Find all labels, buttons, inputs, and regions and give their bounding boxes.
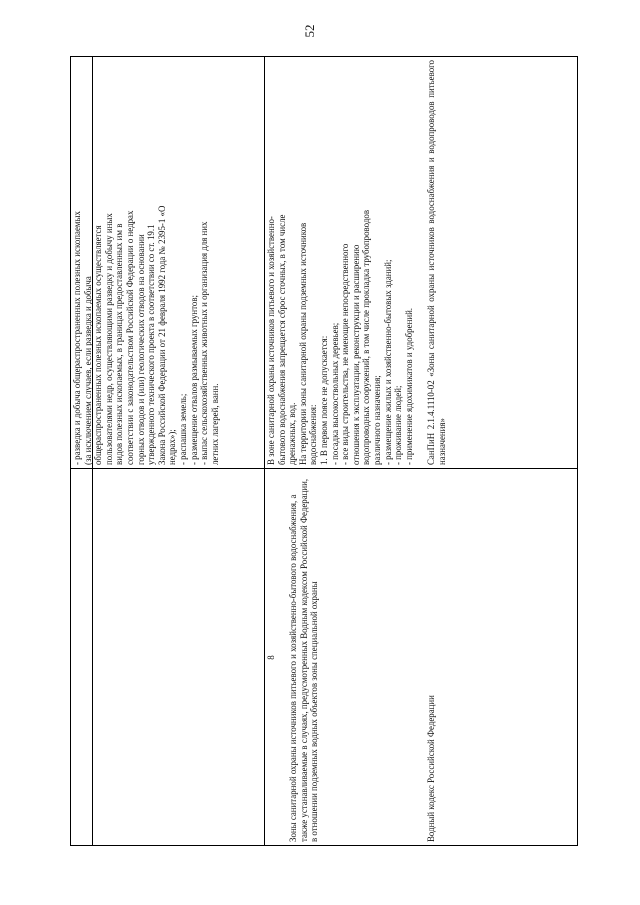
text-line: - размещение отвалов размываемых грунтов; (188, 294, 199, 465)
text-line: водопроводных сооружений, в том числе прокладка трубопроводов (361, 209, 372, 465)
text-line: - выпас сельскохозяйственных животных и организация для них (199, 221, 210, 465)
zone-name-cell: Зоны санитарной охраны источников питьевого и хозяйственно-бытового водоснабжения, а также устанавливаемые в случаях, предусмотренных Водным кодексом Российской Федерации, в отношении подземных водных объектов зоны специальной охраны (288, 478, 320, 842)
text-line: - все виды строительства, не имеющие непосредственного (340, 243, 351, 465)
text-line: общераспространенных полезных ископаемых осуществляется (93, 225, 104, 465)
text-line: горных отводов и (или) геологических отводов на основании (135, 234, 146, 465)
text-line: - разведка и добыча общераспространенных полезных ископаемых (72, 211, 82, 465)
regulations-table (70, 56, 578, 846)
text-line: дренажных, вод. (287, 402, 298, 465)
text-line: - применение ядохимикатов и удобрений. (403, 307, 414, 465)
text-line: На территории зоны санитарной охраны подземных источников (297, 222, 308, 465)
text-line: бытового водоснабжения запрещается сброс сточных, в том числе (276, 214, 287, 465)
text-line: 1. В первом поясе не допускается: (318, 335, 329, 465)
text-line: - проживание людей; (393, 385, 404, 465)
row2-restrictions-cell (264, 56, 424, 469)
text-line: - посадка высокоствольных деревьев; (329, 322, 340, 465)
source-cell-sanpin (424, 56, 578, 469)
text-line: - распашка земель; (177, 393, 188, 465)
page-number: 52 (302, 24, 317, 38)
text-line: соответствии с законодательством Российской Федерации о недрах (124, 210, 135, 465)
text-line: видов полезных ископаемых, в границах предоставленных им в (114, 223, 125, 465)
text-line: летних лагерей, ванн. (209, 383, 220, 465)
source-cell-water-code (424, 469, 578, 846)
text-line (414, 60, 424, 465)
text-line: (за исключением случаев, если разведка и добыча (82, 276, 93, 465)
row-number: 8 (266, 655, 276, 660)
source-sanpin: СанПиН 2.1.4.1110-02 «Зоны санитарной охраны источников водоснабжения и водопроводов питьевого назначения» (426, 60, 447, 465)
text-line: Закона Российской Федерации от 21 февраля 1992 года № 2395-1 «О (156, 205, 167, 465)
text-line: В зоне санитарной охраны источников питьевого и хозяйственно- (266, 216, 276, 465)
source-water-code: Водный кодекс Российской Федерации (426, 695, 436, 842)
row1-restrictions-cell (70, 56, 264, 469)
text-line: утвержденного технического проекта в соответствии со ст. 19.1 (146, 224, 157, 465)
text-line: отношения к эксплуатации, реконструкции и расширению (350, 244, 361, 465)
text-line: - размещение жилых и хозяйственно-бытовых зданий; (382, 259, 393, 465)
text-line: водоснабжения: (308, 404, 319, 465)
text-line: различного назначения; (371, 375, 382, 465)
text-line: недрах»); (167, 429, 178, 465)
text-line: пользователями недр, осуществляющими разведку и добычу иных (103, 213, 114, 465)
